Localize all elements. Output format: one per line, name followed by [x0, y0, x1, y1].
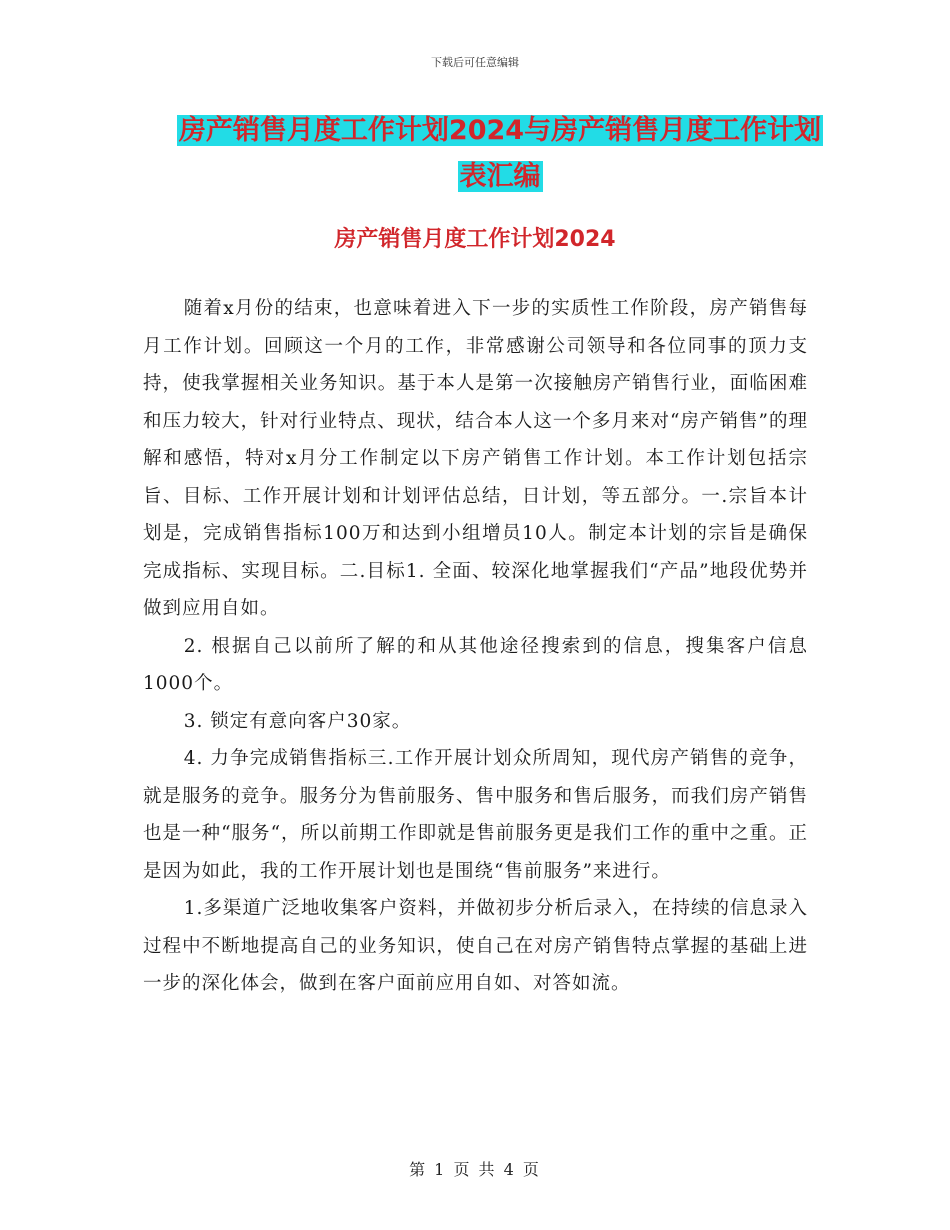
paragraph-4: 4. 力争完成销售指标三.工作开展计划众所周知，现代房产销售的竞争，就是服务的竞争。服务分为售前服务、售中服务和售后服务，而我们房产销售也是一种“服务“，所以前期工作即就是售前服务更是我们工作的重中之重。正是因为如此，我的工作开展计划也是围绕“售前服务”来进行。: [143, 748, 808, 882]
document-title-line-1: 房产销售月度工作计划2024与房产销售月度工作计划: [178, 115, 822, 146]
document-title-line-2: 表汇编: [459, 161, 541, 192]
paragraph-1: 随着x月份的结束，也意味着进入下一步的实质性工作阶段，房产销售每月工作计划。回顾这一个月的工作，非常感谢公司领导和各位同事的顶力支持，使我掌握相关业务知识。基于本人是第一次接触房产销售行业，面临困难和压力较大，针对行业特点、现状，结合本人这一个多月来对“房产销售”的理解和感悟，特对x月分工作制定以下房产销售工作计划。本工作计划包括宗旨、目标、工作开展计划和计划评估总结，日计划，等五部分。一.宗旨本计划是，完成销售指标100万和达到小组增员10人。制定本计划的宗旨是确保完成指标、实现目标。二.目标1. 全面、较深化地掌握我们“产品”地段优势并做到应用自如。: [143, 298, 808, 619]
section-title: 房产销售月度工作计划2024: [334, 227, 616, 252]
document-title: [140, 108, 860, 200]
paragraph-5: 1.多渠道广泛地收集客户资料，并做初步分析后录入，在持续的信息录入过程中不断地提高自己的业务知识，使自己在对房产销售特点掌握的基础上进一步的深化体会，做到在客户面前应用自如、对答如流。: [143, 898, 808, 994]
paragraph-2: 2. 根据自己以前所了解的和从其他途径搜索到的信息，搜集客户信息1000个。: [143, 635, 808, 694]
header-note: 下载后可任意编辑: [431, 56, 519, 69]
page-footer: 第 1 页 共 4 页: [409, 1160, 541, 1179]
paragraph-3: 3. 锁定有意向客户30家。: [183, 710, 412, 732]
body-text: [143, 290, 808, 1003]
